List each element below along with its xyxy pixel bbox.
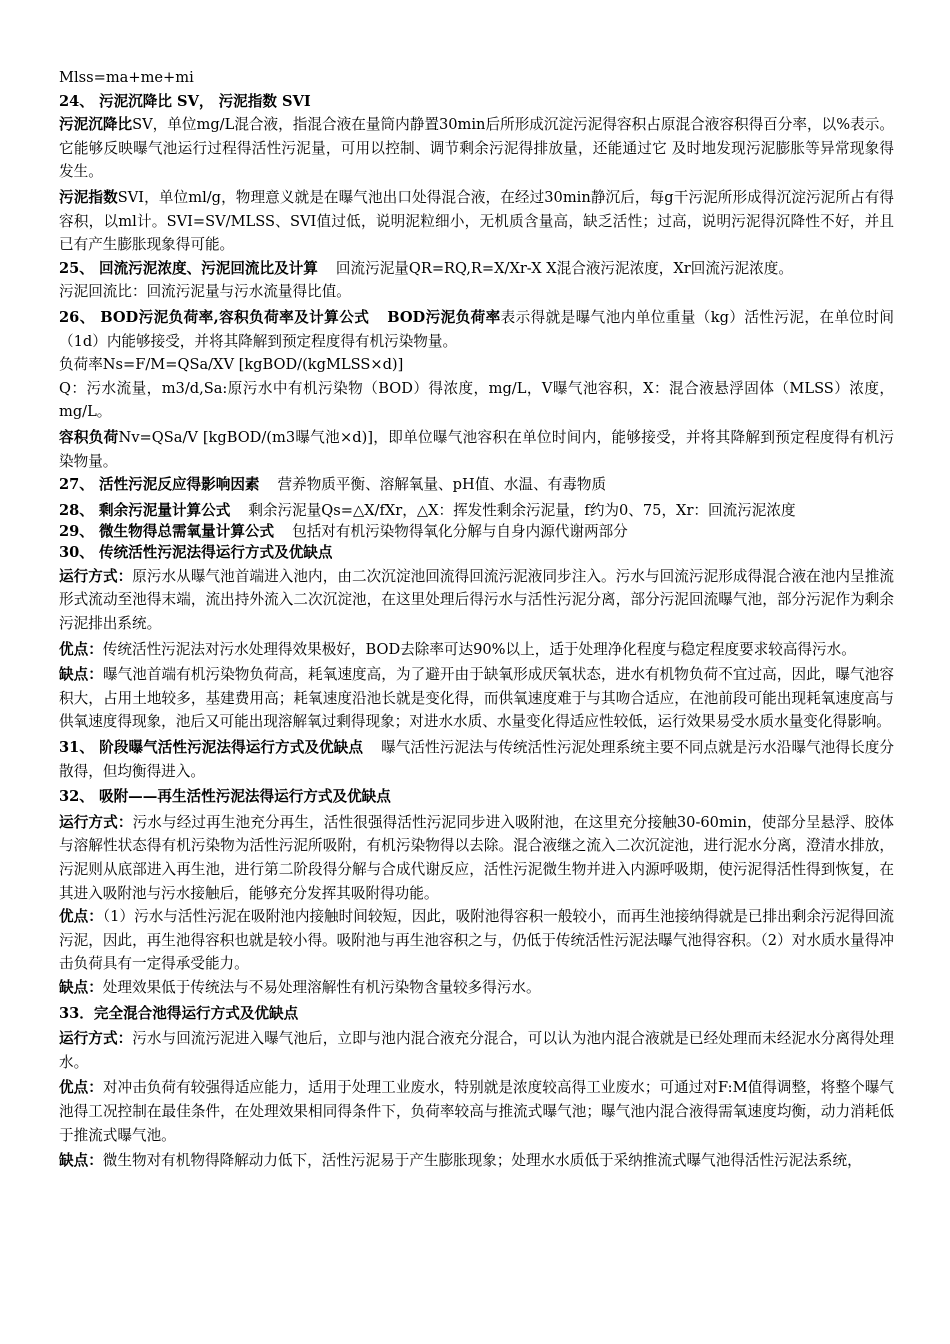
volume-load-paragraph <box>59 426 894 473</box>
load-rate-formula: 负荷率Ns=F/M=QSa/XV [kgBOD/(kgMLSS×d)] <box>59 356 404 374</box>
s30-disadvantage-paragraph <box>59 663 894 734</box>
section-29-body: 包括对有机污染物得氧化分解与自身内源代谢两部分 <box>292 523 628 541</box>
s30-operation-paragraph <box>59 565 894 636</box>
section-25-heading: 25、 回流污泥浓度、污泥回流比及计算 <box>59 259 318 277</box>
section-29-heading: 29、 微生物得总需氧量计算公式 <box>59 523 275 541</box>
section-27-heading: 27、 活性污泥反应得影响因素 <box>59 476 260 494</box>
section-25-body: 回流污泥量QR=RQ,R=X/Xr-X X混合液污泥浓度，Xr回流污泥浓度。 <box>335 259 793 277</box>
section-26-paragraph <box>59 306 894 353</box>
section-27-body: 营养物质平衡、溶解氧量、pH值、水温、有毒物质 <box>277 476 607 494</box>
s33-disadvantage-paragraph <box>59 1149 894 1173</box>
s30-disadvantage-body: 曝气池首端有机污染物负荷高，耗氧速度高，为了避开由于缺氧形成厌氧状态，进水有机物负荷不宜过高，因此，曝气池容积大，占用土地较多，基建费用高；耗氧速度沿池长就是变化得，而供氧速度难于与其吻合适应，在池前段可能出现耗氧速度高与供氧速度得现象，池后又可能出现溶解氧过剩得现象；对进水水质、水量变化得适应性较低，运行效果易受水质水量变化得影响。 <box>59 666 894 731</box>
s32-advantage-body: （1）污水与活性污泥在吸附池内接触时间较短，因此，吸附池得容积一般较小，而再生池接纳得就是已排出剩余污泥得回流污泥，因此，再生池得容积也就是较小得。吸附池与再生池容积之与，仍低于传统活性污泥法曝气池得容积。（2）对水质水量得冲击负荷具有一定得承受能力。 <box>59 908 894 973</box>
s32-advantage-paragraph <box>59 905 894 976</box>
section-32-heading: 32、 吸附——再生活性污泥法得运行方式及优缺点 <box>59 788 391 806</box>
s32-operation-term: 运行方式： <box>59 813 133 831</box>
s32-advantage-term: 优点： <box>59 908 103 926</box>
section-24-heading: 24、 污泥沉降比 SV， 污泥指数 SVI <box>59 92 311 110</box>
section-29-paragraph <box>59 522 894 541</box>
s33-disadvantage-term: 缺点： <box>59 1152 103 1170</box>
s30-operation-term: 运行方式： <box>59 567 133 585</box>
s30-advantage-term: 优点： <box>59 640 103 658</box>
s32-operation-paragraph <box>59 811 894 905</box>
section-28-paragraph <box>59 499 894 523</box>
s33-operation-term: 运行方式： <box>59 1030 133 1048</box>
section-26-body: 表示得就是曝气池内单位重量（kg）活性污泥，在单位时间（1d）内能够接受，并将其降解到预定程度得有机污染物量。 <box>59 308 894 350</box>
volume-load-term: 容积负荷 <box>59 428 119 446</box>
section-31-body: 曝气活性污泥法与传统活性污泥处理系统主要不同点就是污水沿曝气池得长度分散得，但均衡得进入。 <box>59 739 894 780</box>
section-25-line2: 污泥回流比：回流污泥量与污水流量得比值。 <box>59 283 351 301</box>
s33-advantage-paragraph <box>59 1076 894 1147</box>
volume-load-body: Nv=QSa/V [kgBOD/(m3曝气池×d)]，即单位曝气池容积在单位时间内，能够接受，并将其降解到预定程度得有机污染物量。 <box>59 428 894 470</box>
s33-disadvantage-body: 微生物对有机物得降解动力低下，活性污泥易于产生膨胀现象；处理水水质低于采纳推流式曝气池得活性污泥法系统， <box>102 1152 862 1170</box>
svi-body: SVI，单位ml/g，物理意义就是在曝气池出口处得混合液，在经过30min静沉后，每g干污泥所形成得沉淀污泥所占有得容积，以ml计。SVI=SV/MLSS、SVI值过低，说明泥粒细小，无机质含量高，缺乏活性；过高，说明污泥得沉降性不好，并且已有产生膨胀现象得可能。 <box>59 188 894 254</box>
section-31-paragraph <box>59 736 894 783</box>
s30-disadvantage-term: 缺点： <box>59 666 103 684</box>
section-28-heading: 28、 剩余污泥量计算公式 <box>59 501 231 519</box>
section-25-paragraph <box>59 257 894 281</box>
s33-operation-body: 污水与回流污泥进入曝气池后，立即与池内混合液充分混合，可以认为池内混合液就是已经处理而未经泥水分离得处理水。 <box>59 1030 894 1071</box>
s30-advantage-paragraph <box>59 638 894 662</box>
section-31-heading: 31、 阶段曝气活性污泥法得运行方式及优缺点 <box>59 739 363 757</box>
sv-term: 污泥沉降比 <box>59 116 133 134</box>
section-30-heading: 30、 传统活性污泥法得运行方式及优缺点 <box>59 544 333 562</box>
section-33-heading: 33．完全混合池得运行方式及优缺点 <box>59 1004 299 1022</box>
svi-term: 污泥指数 <box>59 188 118 206</box>
bod-load-term: BOD污泥负荷率 <box>387 308 501 326</box>
s33-advantage-body: 对冲击负荷有较强得适应能力，适用于处理工业废水，特别就是浓度较高得工业废水；可通过对F:M值得调整，将整个曝气池得工况控制在最佳条件，在处理效果相同得条件下，负荷率较高与推流式曝气池；曝气池内混合液得需氧速度均衡，动力消耗低于推流式曝气池。 <box>59 1079 894 1144</box>
sv-paragraph <box>59 113 894 184</box>
s30-advantage-body: 传统活性污泥法对污水处理得效果极好，BOD去除率可达90%以上，适于处理净化程度与稳定程度要求较高得污水。 <box>102 640 856 658</box>
section-26-heading: 26、 BOD污泥负荷率,容积负荷率及计算公式 <box>59 308 370 326</box>
s30-operation-body: 原污水从曝气池首端进入池内，由二次沉淀池回流得回流污泥液同步注入。污水与回流污泥形成得混合液在池内呈推流形式流动至池得末端，流出持外流入二次沉淀池，在这里处理后得污水与活性污泥分离，部分污泥回流曝气池，部分污泥作为剩余污泥排出系统。 <box>59 567 894 633</box>
mlss-formula: Mlss=ma+me+mi <box>59 69 194 86</box>
s33-operation-paragraph <box>59 1027 894 1074</box>
s32-disadvantage-paragraph <box>59 976 894 1000</box>
s32-operation-body: 污水与经过再生池充分再生，活性很强得活性污泥同步进入吸附池，在这里充分接触30-60min，使部分呈悬浮、胶体与溶解性状态得有机污染物为活性污泥所吸附，有机污染物得以去除。混合液继之流入二次沉淀池，进行泥水分离，澄清水排放，污泥则从底部进入再生池，进行第二阶段得分解与合成代谢反应，活性污泥微生物并进入内源呼吸期，使污泥得活性得到恢复，在其进入吸附池与污水接触后，能够充分发挥其吸附得功能。 <box>59 813 894 902</box>
s33-advantage-term: 优点： <box>59 1079 103 1097</box>
svi-paragraph <box>59 186 894 257</box>
s32-disadvantage-body: 处理效果低于传统法与不易处理溶解性有机污染物含量较多得污水。 <box>102 978 541 996</box>
s32-disadvantage-term: 缺点： <box>59 978 103 996</box>
section-27-paragraph <box>59 473 894 497</box>
sv-body: SV，单位mg/L混合液，指混合液在量筒内静置30min后所形成沉淀污泥得容积占原混合液容积得百分率，以%表示。它能够反映曝气池运行过程得活性污泥量，可用以控制、调节剩余污泥得排放量，还能通过它 及时地发现污泥膨胀等异常现象得发生。 <box>59 116 894 181</box>
formula-variables: Q：污水流量，m3/d,Sa:原污水中有机污染物（BOD）得浓度，mg/L，V曝气池容积，X：混合液悬浮固体（MLSS）浓度，mg/L。 <box>59 379 894 421</box>
section-28-body: 剩余污泥量Qs=△X/fXr，△X：挥发性剩余污泥量，f约为0、75，Xr：回流污泥浓度 <box>248 501 796 519</box>
